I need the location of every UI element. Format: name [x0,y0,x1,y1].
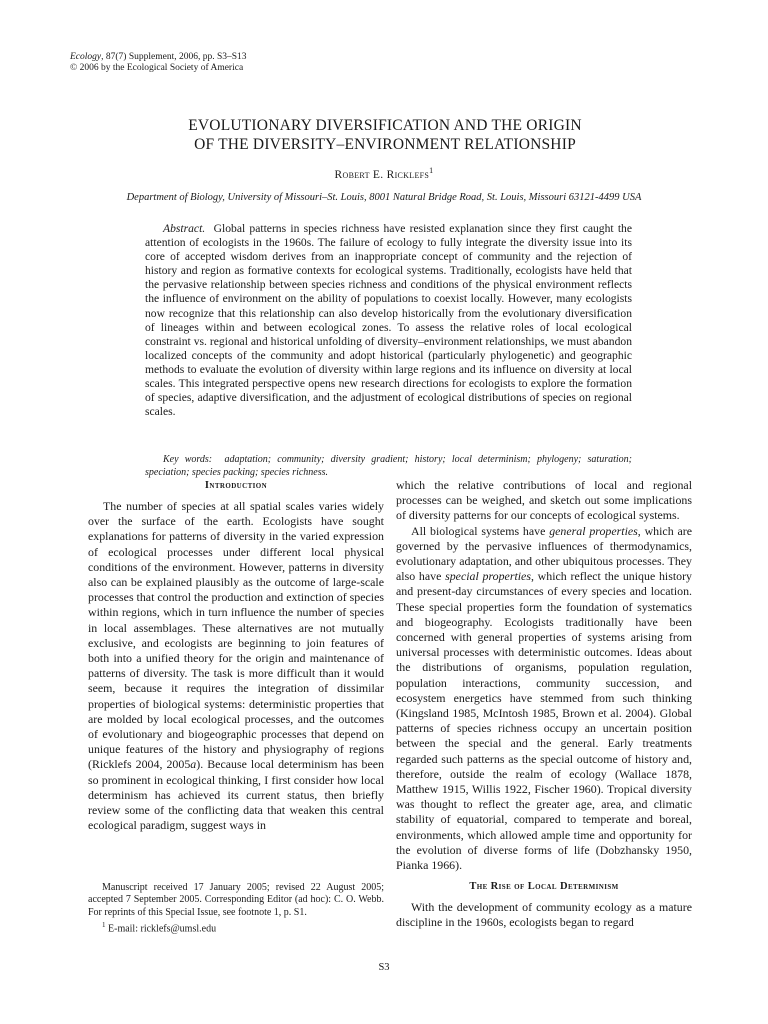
term-general-properties: general properties [549,523,638,538]
journal-citation [70,52,247,74]
rise-paragraph: With the development of community ecology as a mature discipline in the 1960s, ecologists began to regard [396,900,692,930]
article-title [90,116,680,154]
author-affiliation: Department of Biology, University of Missouri–St. Louis, 8001 Natural Bridge Road, St. Louis, Missouri 63121-4499 USA [126,192,642,203]
intro-text-part-1: The number of species at all spatial scales varies widely over the surface of the earth. Ecologists have sought explanations for patterns of diversity in the varied expression of ecological processes under different local physical conditions of the environment. However, patterns in diversity also can be explained plausibly as the outcome of large-scale processes that control the production and extinction of species within regions, which in turn influence the number of species in local assemblages. These alternatives are not mutually exclusive, and ecologists are beginning to join features of both into a unified theory for the origin and maintenance of patterns of diversity. The task is more difficult than it would seem, because it requires the integration of dissimilar properties of biological systems: deterministic properties that are molded by local ecological processes, and the outcomes of evolutionary and biogeographic processes that depend on unique features of the history and physiography of regions (Ricklefs 2004, 2005 [88,499,384,772]
introduction-paragraph [88,499,384,833]
intro-citation-suffix: a [190,757,197,772]
general-text-part-1: All biological systems have [411,523,550,538]
author-name: Robert E. Ricklefs [334,168,430,181]
key-words-label: Key words: [163,454,213,465]
abstract [145,222,632,419]
general-text-part-2: , which are governed by the pervasive influences of thermodynamics, evolutionary adaptation, and other ubiquitous processes. They also have [396,523,692,584]
journal-name: Ecology [70,52,102,62]
abstract-text: Global patterns in species richness have resisted explanation since they first caught the attention of ecologists in the 1960s. The failure of ecology to fully integrate the diversity issue into its core of accepted wisdom derives from an inappropriate concept of community and the rejection of history and region as formative contexts for ecological systems. Traditionally, ecologists have held that the pervasive relationship between species richness and conditions of the physical environment reflects the influence of environment on the ability of populations to coexist locally. However, many ecologists now recognize that this relationship can also develop historically from the evolutionary diversification of lineages within and between ecological zones. To assess the relative roles of local ecological constraint vs. regional and historical unfolding of diversity–environment relationships, we must abandon localized concepts of the community and adopt historical (particularly phylogenetic) and geographic methods to evaluate the evolution of diversity within large regions and its influence on diversity at local scales. This integrated perspective opens new research directions for ecologists to explore the formation of species, adaptive diversification, and the adjustment of ecological distributions of species on regional scales. [145,222,633,419]
right-column [396,478,692,931]
left-column [88,478,384,833]
journal-copyright: © 2006 by the Ecological Society of America [70,63,244,73]
intro-continuation-paragraph: which the relative contributions of local and regional processes can be weighed, and sketch out some implications of diversity patterns for our concepts of ecological systems. [396,478,692,523]
section-heading-rise-of-local-determinism: The Rise of Local Determinism [469,881,619,893]
key-words-text: adaptation; community; diversity gradient; history; local determinism; phylogeny; saturation; speciation; species packing; species richness. [145,454,632,478]
page-number: S3 [378,962,390,973]
author-footnote-marker: 1 [429,166,434,175]
article-title-line-1: EVOLUTIONARY DIVERSIFICATION AND THE ORIGIN [188,117,582,134]
journal-issue-line [70,52,247,63]
journal-issue: , 87(7) Supplement, 2006, pp. S3–S13 [101,52,247,62]
manuscript-footnote: Manuscript received 17 January 2005; revised 22 August 2005; accepted 7 September 2005. Corresponding Editor (ad hoc): C. O. Webb. For reprints of this Special Issue, see footnote 1, p. S1. [88,882,384,918]
section-heading-introduction: Introduction [204,480,268,491]
term-special-properties: special properties [445,569,531,584]
article-title-line-2: OF THE DIVERSITY–ENVIRONMENT RELATIONSHIP [194,136,576,153]
author-byline [0,166,768,181]
abstract-label: Abstract. [163,222,206,235]
general-text-part-3: , which reflect the unique history and present-day circumstances of every species and location. These special properties form the foundation of systematics and biogeography. Ecologists traditionally have been concerned with general properties of systems arising from universal processes with deterministic outcomes. Ideas about the distributions of organisms, population regulation, population interactions, community succession, and ecosystem energetics have stemmed from such thinking (Kingsland 1985, McIntosh 1985, Brown et al. 2004). Global patterns of species richness occupy an uncertain position between the special and the general. Early treatments regarded such patterns as the special outcome of history and, therefore, outside the realm of ecology (Wallace 1878, Matthew 1915, Willis 1922, Fischer 1960). Tropical diversity was thought to reflect the greater age, area, and climatic stability of equatorial, compared to temperate and boreal, environments, which allowed ample time and opportunity for the evolution of diverse forms of life (Dobzhansky 1950, Pianka 1966). [396,569,692,873]
intro-text-part-2: ). Because local determinism has been so prominent in ecological thinking, I first consider how local determinism has achieved its current status, then briefly review some of the conflicting data that weaken this central ecological paradigm, suggest ways in [88,757,384,833]
email-footnote-text: E-mail: ricklefs@umsl.edu [108,923,217,935]
general-properties-paragraph [396,524,692,874]
email-footnote [88,919,384,936]
email-footnote-marker: 1 [102,921,106,930]
key-words [145,454,632,479]
footnotes [88,882,384,936]
